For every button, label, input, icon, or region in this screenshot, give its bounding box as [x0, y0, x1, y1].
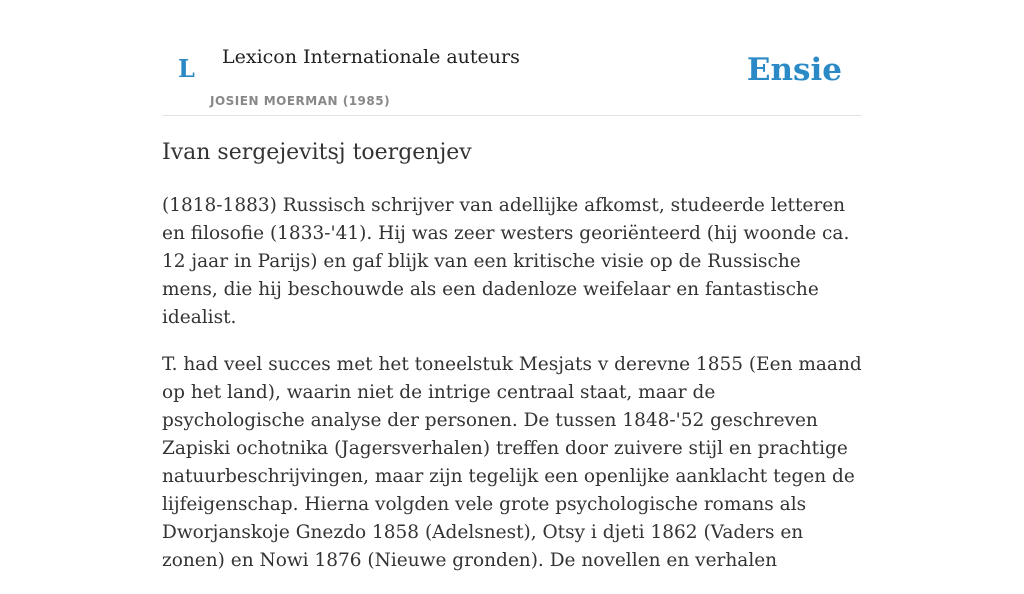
lexicon-title-link[interactable]: Lexicon Internationale auteurs — [222, 46, 520, 68]
article-title: Ivan sergejevitsj toergenjev — [162, 140, 472, 165]
lexicon-logo[interactable]: L — [178, 54, 195, 83]
ensie-brand-logo[interactable]: Ensie — [746, 52, 842, 88]
page-container — [162, 0, 862, 571]
article-paragraph: (1818-1883) Russisch schrijver van adellijke afkomst, studeerde letteren en filosofie (1833-'41). Hij was zeer westers georiënteerd (hij woonde ca. 12 jaar in Parijs) en gaf blijk van een kritische visie op de Russische mens, die hij beschouwde als een dadenloze weifelaar en fantastische idealist. — [162, 195, 850, 328]
site-header — [162, 0, 862, 116]
article-paragraph: T. had veel succes met het toneelstuk Mesjats v derevne 1855 (Een maand op het land), waarin niet de intrige centraal staat, maar de psychologische analyse der personen. De tussen 1848-'52 geschreven Zapiski ochotnika (Jagersverhalen) treffen door zuivere stijl en prachtige natuurbeschrijvingen, maar zijn tegelijk een openlijke aanklacht tegen de lijfeigenschap. Hierna volgden vele grote psychologische romans als Dworjanskoje Gnezdo 1858 (Adelsnest), Otsy i djeti 1862 (Vaders en zonen) en Nowi 1876 (Nieuwe gronden). De novellen en verhalen — [162, 354, 862, 571]
article-body — [162, 192, 862, 594]
author-credit[interactable]: JOSIEN MOERMAN (1985) — [210, 94, 391, 108]
